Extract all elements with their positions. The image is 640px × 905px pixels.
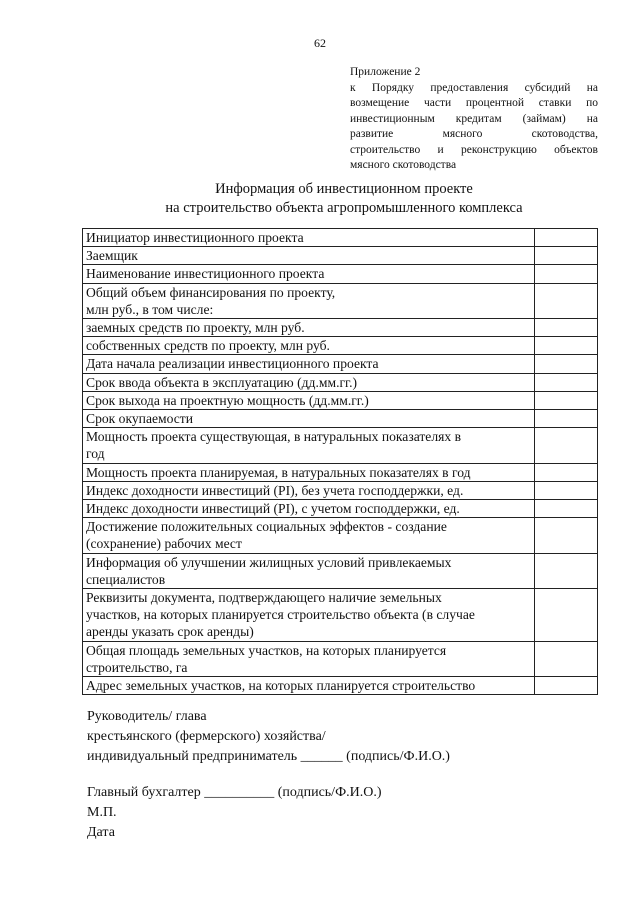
table-row [83,428,598,463]
row-value-cell[interactable] [535,553,598,588]
head-line: крестьянского (фермерского) хозяйства/ [87,729,326,744]
row-value-cell[interactable] [535,265,598,283]
row-value-cell[interactable] [535,428,598,463]
appendix-line: инвестиционным кредитам (займам) на [350,112,598,125]
appendix-line: строительство и реконструкцию объектов [350,143,598,156]
row-value-cell[interactable] [535,319,598,337]
title-line: на строительство объекта агропромышленного комплекса [165,200,523,216]
row-label: Адрес земельных участков, на которых планируется строительство [83,677,535,695]
row-label: Инициатор инвестиционного проекта [83,229,535,247]
document-title [0,180,640,218]
row-label: Индекс доходности инвестиций (PI), с учетом господдержки, ед. [83,500,535,518]
row-label: Информация об улучшении жилищных условий привлекаемых специалистов [83,553,535,588]
row-value-cell[interactable] [535,337,598,355]
table-row [83,677,598,695]
row-label: Индекс доходности инвестиций (PI), без учета господдержки, ед. [83,481,535,499]
appendix-line: к Порядку предоставления субсидий на [350,81,598,94]
row-value-cell[interactable] [535,283,598,318]
appendix-line: развитие мясного скотоводства, [350,128,598,140]
row-label: Общая площадь земельных участков, на которых планируется строительство, га [83,641,535,676]
row-label: Мощность проекта планируемая, в натуральных показателях в год [83,463,535,481]
table-row [83,373,598,391]
table-row [83,481,598,499]
appendix-line: Приложение 2 [350,66,421,78]
row-label: Наименование инвестиционного проекта [83,265,535,283]
table-row [83,391,598,409]
head-line: Руководитель/ глава [87,709,207,724]
title-line: Информация об инвестиционном проекте [215,181,473,197]
appendix-line: мясного скотоводства [350,159,457,171]
row-label: Мощность проекта существующая, в натуральных показателях в год [83,428,535,463]
table-row [83,229,598,247]
row-value-cell[interactable] [535,463,598,481]
row-label: Общий объем финансирования по проекту, млн руб., в том числе: [83,283,535,318]
appendix-header [350,65,598,174]
row-label: Срок ввода объекта в эксплуатацию (дд.мм.гг.) [83,373,535,391]
row-value-cell[interactable] [535,500,598,518]
project-info-table [82,228,598,695]
table-row [83,337,598,355]
spacer [87,767,450,783]
row-value-cell[interactable] [535,641,598,676]
signature-block [87,707,450,843]
table-row [83,410,598,428]
table-row [83,355,598,373]
row-label: заемных средств по проекту, млн руб. [83,319,535,337]
table-row [83,589,598,642]
row-value-cell[interactable] [535,355,598,373]
accountant-signature-line: Главный бухгалтер __________ (подпись/Ф.И.О.) [87,785,382,800]
appendix-line: возмещение части процентной ставки по [350,97,598,109]
row-value-cell[interactable] [535,410,598,428]
date-line: Дата [87,825,115,840]
row-value-cell[interactable] [535,391,598,409]
row-label: Достижение положительных социальных эффектов - создание (сохранение) рабочих мест [83,518,535,553]
row-label: Дата начала реализации инвестиционного проекта [83,355,535,373]
table-row [83,265,598,283]
stamp-place: М.П. [87,805,117,820]
row-value-cell[interactable] [535,677,598,695]
head-signature-line: индивидуальный предприниматель ______ (подпись/Ф.И.О.) [87,749,450,764]
table-row [83,641,598,676]
table-row [83,518,598,553]
table-row [83,283,598,318]
row-value-cell[interactable] [535,481,598,499]
table-row [83,553,598,588]
page-number: 62 [314,36,326,50]
row-value-cell[interactable] [535,247,598,265]
row-label: Заемщик [83,247,535,265]
table-body [83,229,598,695]
table-row [83,500,598,518]
row-value-cell[interactable] [535,229,598,247]
table-row [83,463,598,481]
table-row [83,319,598,337]
row-label: собственных средств по проекту, млн руб. [83,337,535,355]
row-value-cell[interactable] [535,518,598,553]
row-value-cell[interactable] [535,373,598,391]
row-label: Срок окупаемости [83,410,535,428]
row-label: Срок выхода на проектную мощность (дд.мм.гг.) [83,391,535,409]
row-value-cell[interactable] [535,589,598,642]
row-label: Реквизиты документа, подтверждающего наличие земельных участков, на которых планируется строительство объекта (в случае аренды указать срок аренды) [83,589,535,642]
table-row [83,247,598,265]
